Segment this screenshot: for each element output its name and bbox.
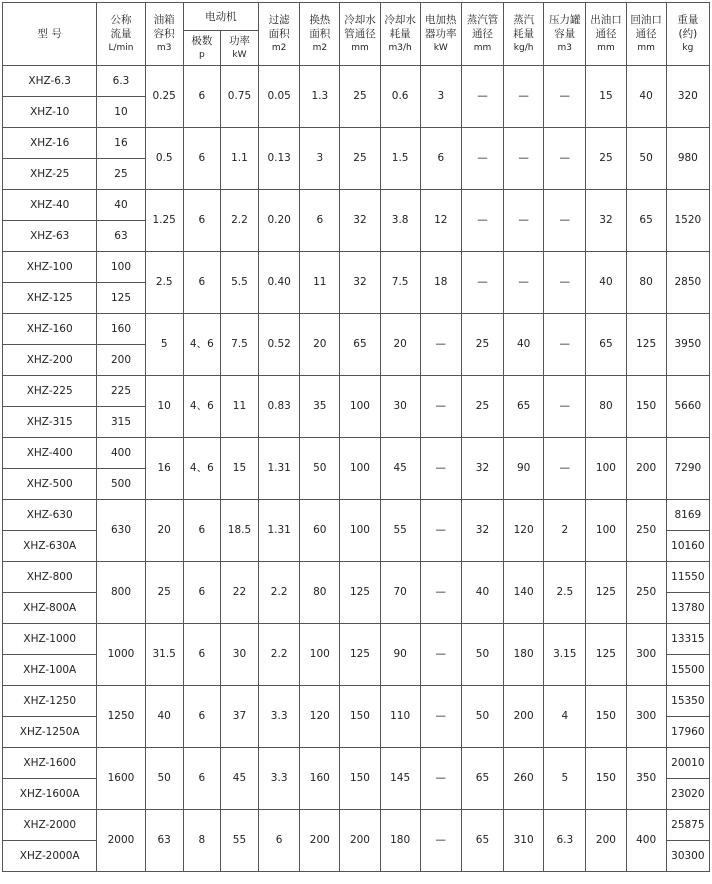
poles-cell: 6 <box>183 562 220 624</box>
model-cell: XHZ-800 <box>3 562 97 593</box>
model-cell: XHZ-16 <box>3 128 97 159</box>
outlet-cell: 125 <box>586 562 626 624</box>
header-filter: 过滤 面积 m2 <box>259 3 300 66</box>
header-motor: 电动机 <box>183 3 258 31</box>
table-row <box>3 252 710 283</box>
spec-table <box>2 2 710 872</box>
steampipe-cell: 65 <box>461 748 503 810</box>
coolpipe-cell: 65 <box>340 314 380 376</box>
header-pressure: 压力罐 容量 m3 <box>544 3 586 66</box>
heat-cell: 120 <box>300 686 340 748</box>
header-outlet: 出油口 通径 mm <box>586 3 626 66</box>
steampipe-cell: — <box>461 190 503 252</box>
power-cell: 45 <box>220 748 258 810</box>
flow-cell: 1000 <box>97 624 145 686</box>
table-row <box>3 128 710 159</box>
heat-cell: 60 <box>300 500 340 562</box>
flow-cell: 225 <box>97 376 145 407</box>
return-cell: 300 <box>626 686 666 748</box>
flow-cell: 63 <box>97 221 145 252</box>
steamcons-cell: 310 <box>504 810 544 872</box>
coolpipe-cell: 150 <box>340 686 380 748</box>
weight-cell: 15350 <box>666 686 709 717</box>
flow-cell: 16 <box>97 128 145 159</box>
weight-cell: 30300 <box>666 841 709 872</box>
model-cell: XHZ-63 <box>3 221 97 252</box>
flow-cell: 160 <box>97 314 145 345</box>
weight-cell: 20010 <box>666 748 709 779</box>
weight-cell: 5660 <box>666 376 709 438</box>
table-header <box>3 3 710 66</box>
weight-cell: 8169 <box>666 500 709 531</box>
heat-cell: 160 <box>300 748 340 810</box>
weight-cell: 25875 <box>666 810 709 841</box>
tank-cell: 0.5 <box>145 128 183 190</box>
header-coolcons: 冷却水 耗量 m3/h <box>380 3 420 66</box>
outlet-cell: 15 <box>586 66 626 128</box>
header-flow: 公称 流量 L/min <box>97 3 145 66</box>
coolcons-cell: 30 <box>380 376 420 438</box>
pressure-cell: 3.15 <box>544 624 586 686</box>
coolpipe-cell: 125 <box>340 562 380 624</box>
heat-cell: 1.3 <box>300 66 340 128</box>
table-row <box>3 624 710 655</box>
poles-cell: 6 <box>183 624 220 686</box>
model-cell: XHZ-125 <box>3 283 97 314</box>
weight-cell: 980 <box>666 128 709 190</box>
tank-cell: 5 <box>145 314 183 376</box>
filter-cell: 1.31 <box>259 438 300 500</box>
tank-cell: 2.5 <box>145 252 183 314</box>
header-steamcons: 蒸汽 耗量 kg/h <box>504 3 544 66</box>
model-cell: XHZ-1600A <box>3 779 97 810</box>
steamcons-cell: — <box>504 128 544 190</box>
steampipe-cell: 50 <box>461 686 503 748</box>
weight-cell: 13780 <box>666 593 709 624</box>
power-cell: 18.5 <box>220 500 258 562</box>
steamcons-cell: 180 <box>504 624 544 686</box>
outlet-cell: 32 <box>586 190 626 252</box>
tank-cell: 10 <box>145 376 183 438</box>
coolpipe-cell: 25 <box>340 128 380 190</box>
power-cell: 2.2 <box>220 190 258 252</box>
steampipe-cell: 50 <box>461 624 503 686</box>
table-row <box>3 66 710 97</box>
flow-cell: 1600 <box>97 748 145 810</box>
elec-cell: — <box>420 314 461 376</box>
model-cell: XHZ-25 <box>3 159 97 190</box>
coolcons-cell: 45 <box>380 438 420 500</box>
power-cell: 30 <box>220 624 258 686</box>
model-cell: XHZ-100 <box>3 252 97 283</box>
return-cell: 150 <box>626 376 666 438</box>
steamcons-cell: — <box>504 66 544 128</box>
coolcons-cell: 3.8 <box>380 190 420 252</box>
header-tank: 油箱 容积 m3 <box>145 3 183 66</box>
header-coolpipe: 冷却水 管通径 mm <box>340 3 380 66</box>
pressure-cell: 4 <box>544 686 586 748</box>
outlet-cell: 65 <box>586 314 626 376</box>
tank-cell: 1.25 <box>145 190 183 252</box>
weight-cell: 13315 <box>666 624 709 655</box>
power-cell: 1.1 <box>220 128 258 190</box>
tank-cell: 20 <box>145 500 183 562</box>
model-cell: XHZ-630 <box>3 500 97 531</box>
coolpipe-cell: 100 <box>340 376 380 438</box>
elec-cell: 12 <box>420 190 461 252</box>
heat-cell: 50 <box>300 438 340 500</box>
weight-cell: 15500 <box>666 655 709 686</box>
heat-cell: 3 <box>300 128 340 190</box>
elec-cell: — <box>420 624 461 686</box>
model-cell: XHZ-2000A <box>3 841 97 872</box>
coolpipe-cell: 32 <box>340 252 380 314</box>
poles-cell: 4、6 <box>183 438 220 500</box>
elec-cell: — <box>420 376 461 438</box>
tank-cell: 0.25 <box>145 66 183 128</box>
return-cell: 400 <box>626 810 666 872</box>
coolcons-cell: 180 <box>380 810 420 872</box>
tank-cell: 31.5 <box>145 624 183 686</box>
filter-cell: 0.83 <box>259 376 300 438</box>
poles-cell: 4、6 <box>183 314 220 376</box>
weight-cell: 3950 <box>666 314 709 376</box>
weight-cell: 1520 <box>666 190 709 252</box>
steamcons-cell: 200 <box>504 686 544 748</box>
outlet-cell: 40 <box>586 252 626 314</box>
return-cell: 200 <box>626 438 666 500</box>
elec-cell: — <box>420 748 461 810</box>
poles-cell: 6 <box>183 500 220 562</box>
filter-cell: 2.2 <box>259 624 300 686</box>
header-poles: 极数 p <box>183 31 220 66</box>
table-row <box>3 190 710 221</box>
coolpipe-cell: 200 <box>340 810 380 872</box>
elec-cell: 6 <box>420 128 461 190</box>
model-cell: XHZ-6.3 <box>3 66 97 97</box>
elec-cell: — <box>420 810 461 872</box>
poles-cell: 6 <box>183 686 220 748</box>
heat-cell: 100 <box>300 624 340 686</box>
power-cell: 55 <box>220 810 258 872</box>
header-weight: 重量 (约) kg <box>666 3 709 66</box>
poles-cell: 6 <box>183 252 220 314</box>
poles-cell: 6 <box>183 66 220 128</box>
poles-cell: 6 <box>183 128 220 190</box>
elec-cell: — <box>420 562 461 624</box>
table-row <box>3 748 710 779</box>
header-elec: 电加热 器功率 kW <box>420 3 461 66</box>
poles-cell: 8 <box>183 810 220 872</box>
heat-cell: 11 <box>300 252 340 314</box>
tank-cell: 40 <box>145 686 183 748</box>
coolcons-cell: 7.5 <box>380 252 420 314</box>
pressure-cell: — <box>544 438 586 500</box>
table-row <box>3 314 710 345</box>
elec-cell: — <box>420 500 461 562</box>
power-cell: 7.5 <box>220 314 258 376</box>
table-row <box>3 686 710 717</box>
flow-cell: 125 <box>97 283 145 314</box>
coolcons-cell: 0.6 <box>380 66 420 128</box>
header-model: 型 号 <box>3 3 97 66</box>
steampipe-cell: — <box>461 252 503 314</box>
coolpipe-cell: 150 <box>340 748 380 810</box>
elec-cell: 18 <box>420 252 461 314</box>
outlet-cell: 100 <box>586 500 626 562</box>
flow-cell: 500 <box>97 469 145 500</box>
steampipe-cell: — <box>461 128 503 190</box>
flow-cell: 6.3 <box>97 66 145 97</box>
coolpipe-cell: 100 <box>340 438 380 500</box>
tank-cell: 16 <box>145 438 183 500</box>
weight-cell: 17960 <box>666 717 709 748</box>
pressure-cell: 6.3 <box>544 810 586 872</box>
steamcons-cell: 120 <box>504 500 544 562</box>
header-power: 功率 kW <box>220 31 258 66</box>
coolcons-cell: 70 <box>380 562 420 624</box>
weight-cell: 7290 <box>666 438 709 500</box>
steamcons-cell: 90 <box>504 438 544 500</box>
steamcons-cell: 65 <box>504 376 544 438</box>
steampipe-cell: 65 <box>461 810 503 872</box>
steampipe-cell: — <box>461 66 503 128</box>
model-cell: XHZ-100A <box>3 655 97 686</box>
flow-cell: 630 <box>97 500 145 562</box>
model-cell: XHZ-1000 <box>3 624 97 655</box>
poles-cell: 6 <box>183 748 220 810</box>
model-cell: XHZ-10 <box>3 97 97 128</box>
model-cell: XHZ-200 <box>3 345 97 376</box>
filter-cell: 1.31 <box>259 500 300 562</box>
return-cell: 350 <box>626 748 666 810</box>
model-cell: XHZ-400 <box>3 438 97 469</box>
power-cell: 37 <box>220 686 258 748</box>
flow-cell: 2000 <box>97 810 145 872</box>
model-cell: XHZ-1250 <box>3 686 97 717</box>
filter-cell: 0.52 <box>259 314 300 376</box>
return-cell: 250 <box>626 500 666 562</box>
table-row <box>3 500 710 531</box>
return-cell: 250 <box>626 562 666 624</box>
pressure-cell: 5 <box>544 748 586 810</box>
weight-cell: 23020 <box>666 779 709 810</box>
flow-cell: 40 <box>97 190 145 221</box>
steampipe-cell: 40 <box>461 562 503 624</box>
table-row <box>3 810 710 841</box>
coolpipe-cell: 25 <box>340 66 380 128</box>
model-cell: XHZ-630A <box>3 531 97 562</box>
model-cell: XHZ-2000 <box>3 810 97 841</box>
flow-cell: 800 <box>97 562 145 624</box>
filter-cell: 3.3 <box>259 686 300 748</box>
table-row <box>3 438 710 469</box>
filter-cell: 3.3 <box>259 748 300 810</box>
tank-cell: 25 <box>145 562 183 624</box>
coolcons-cell: 55 <box>380 500 420 562</box>
outlet-cell: 80 <box>586 376 626 438</box>
flow-cell: 25 <box>97 159 145 190</box>
filter-cell: 0.40 <box>259 252 300 314</box>
outlet-cell: 125 <box>586 624 626 686</box>
flow-cell: 200 <box>97 345 145 376</box>
flow-cell: 10 <box>97 97 145 128</box>
table-body <box>3 66 710 872</box>
pressure-cell: 2.5 <box>544 562 586 624</box>
steamcons-cell: — <box>504 190 544 252</box>
steampipe-cell: 25 <box>461 314 503 376</box>
steamcons-cell: 260 <box>504 748 544 810</box>
power-cell: 22 <box>220 562 258 624</box>
coolcons-cell: 145 <box>380 748 420 810</box>
return-cell: 40 <box>626 66 666 128</box>
elec-cell: — <box>420 686 461 748</box>
filter-cell: 6 <box>259 810 300 872</box>
coolpipe-cell: 100 <box>340 500 380 562</box>
model-cell: XHZ-225 <box>3 376 97 407</box>
outlet-cell: 150 <box>586 686 626 748</box>
coolcons-cell: 110 <box>380 686 420 748</box>
steampipe-cell: 25 <box>461 376 503 438</box>
flow-cell: 315 <box>97 407 145 438</box>
power-cell: 5.5 <box>220 252 258 314</box>
heat-cell: 6 <box>300 190 340 252</box>
pressure-cell: 2 <box>544 500 586 562</box>
elec-cell: — <box>420 438 461 500</box>
outlet-cell: 200 <box>586 810 626 872</box>
return-cell: 65 <box>626 190 666 252</box>
weight-cell: 11550 <box>666 562 709 593</box>
poles-cell: 6 <box>183 190 220 252</box>
model-cell: XHZ-40 <box>3 190 97 221</box>
coolpipe-cell: 125 <box>340 624 380 686</box>
outlet-cell: 100 <box>586 438 626 500</box>
tank-cell: 50 <box>145 748 183 810</box>
pressure-cell: — <box>544 190 586 252</box>
coolcons-cell: 90 <box>380 624 420 686</box>
coolcons-cell: 1.5 <box>380 128 420 190</box>
return-cell: 300 <box>626 624 666 686</box>
coolcons-cell: 20 <box>380 314 420 376</box>
pressure-cell: — <box>544 66 586 128</box>
heat-cell: 35 <box>300 376 340 438</box>
pressure-cell: — <box>544 128 586 190</box>
weight-cell: 2850 <box>666 252 709 314</box>
elec-cell: 3 <box>420 66 461 128</box>
weight-cell: 10160 <box>666 531 709 562</box>
flow-cell: 400 <box>97 438 145 469</box>
power-cell: 11 <box>220 376 258 438</box>
steamcons-cell: 140 <box>504 562 544 624</box>
flow-cell: 100 <box>97 252 145 283</box>
power-cell: 15 <box>220 438 258 500</box>
outlet-cell: 25 <box>586 128 626 190</box>
model-cell: XHZ-1600 <box>3 748 97 779</box>
model-cell: XHZ-315 <box>3 407 97 438</box>
heat-cell: 20 <box>300 314 340 376</box>
steampipe-cell: 32 <box>461 438 503 500</box>
heat-cell: 80 <box>300 562 340 624</box>
return-cell: 125 <box>626 314 666 376</box>
pressure-cell: — <box>544 252 586 314</box>
model-cell: XHZ-800A <box>3 593 97 624</box>
model-cell: XHZ-160 <box>3 314 97 345</box>
header-heat: 换热 面积 m2 <box>300 3 340 66</box>
tank-cell: 63 <box>145 810 183 872</box>
pressure-cell: — <box>544 376 586 438</box>
steampipe-cell: 32 <box>461 500 503 562</box>
filter-cell: 0.05 <box>259 66 300 128</box>
outlet-cell: 150 <box>586 748 626 810</box>
header-return: 回油口 通径 mm <box>626 3 666 66</box>
header-steampipe: 蒸汽管 通径 mm <box>461 3 503 66</box>
filter-cell: 0.20 <box>259 190 300 252</box>
filter-cell: 2.2 <box>259 562 300 624</box>
model-cell: XHZ-500 <box>3 469 97 500</box>
heat-cell: 200 <box>300 810 340 872</box>
coolpipe-cell: 32 <box>340 190 380 252</box>
power-cell: 0.75 <box>220 66 258 128</box>
flow-cell: 1250 <box>97 686 145 748</box>
table-row <box>3 376 710 407</box>
table-row <box>3 562 710 593</box>
weight-cell: 320 <box>666 66 709 128</box>
model-cell: XHZ-1250A <box>3 717 97 748</box>
steamcons-cell: — <box>504 252 544 314</box>
pressure-cell: — <box>544 314 586 376</box>
filter-cell: 0.13 <box>259 128 300 190</box>
poles-cell: 4、6 <box>183 376 220 438</box>
return-cell: 50 <box>626 128 666 190</box>
steamcons-cell: 40 <box>504 314 544 376</box>
return-cell: 80 <box>626 252 666 314</box>
